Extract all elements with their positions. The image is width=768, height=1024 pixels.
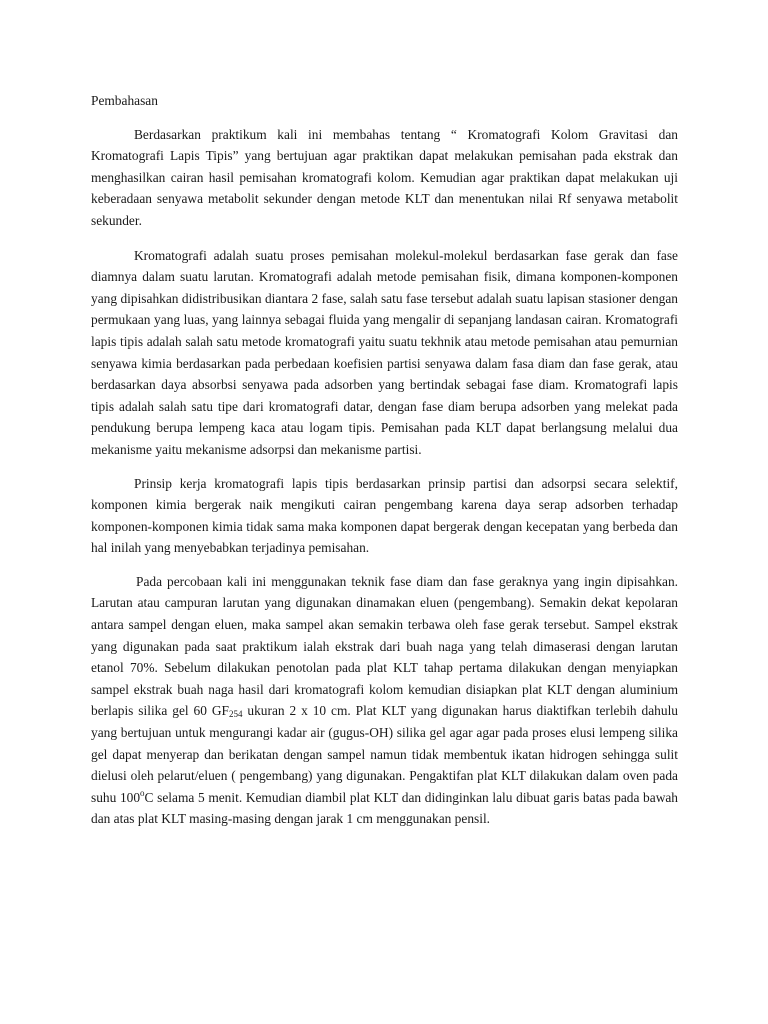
paragraph-4-text-b: ukuran 2 x 10 cm. Plat KLT yang digunakan harus diaktifkan terlebih dahulu yang bertujuan untuk mengurangi kadar air (gugus-OH) silika gel agar agar pada proses elusi lempeng silika gel dapat menyerap dan berikatan dengan sampel namun tidak membentuk ikatan hidrogen sehingga sulit dielusi oleh pelarut/eluen ( pengembang) yang digunakan. Pengaktifan plat KLT dilakukan dalam oven pada suhu 100 [91,703,678,805]
section-heading: Pembahasan [91,93,158,108]
paragraph-2: Kromatografi adalah suatu proses pemisahan molekul-molekul berdasarkan fase gerak dan fase diamnya dalam suatu larutan. Kromatografi adalah metode pemisahan fisik, dimana komponen-komponen yang dipisahkan didistribusikan diantara 2 fase, salah satu fase tersebut adalah suatu lapisan stasioner dengan permukaan yang luas, yang lainnya sebagai fluida yang mengalir di sepanjang landasan cairan. Kromatografi lapis tipis adalah salah satu metode kromatografi yaitu suatu tekhnik atau metode pemisahan atau pemurnian senyawa kimia berdasarkan pada perbedaan koefisien partisi senyawa dalam fasa diam dan fase gerak, atau berdasarkan daya absorbsi senyawa pada adsorben yang bertindak sebagai fase diam. Kromatografi lapis tipis adalah salah satu tipe dari kromatografi datar, dengan fase diam berupa adsorben yang melekat pada pendukung berupa lempeng kaca atau logam tipis. Pemisahan pada KLT dapat berlangsung melalui dua mekanisme yaitu mekanisme adsorpsi dan mekanisme partisi. [91,247,678,457]
paragraph-4-superscript: o [140,787,145,798]
paragraph-1: Berdasarkan praktikum kali ini membahas tentang “ Kromatografi Kolom Gravitasi dan Kromatografi Lapis Tipis” yang bertujuan agar praktikan dapat melakukan pemisahan pada ekstrak dan menghasilkan cairan hasil pemisahan kromatografi kolom. Kemudian agar praktikan dapat melakukan uji keberadaan senyawa metabolit sekunder dengan metode KLT dan menentukan nilai Rf senyawa metabolit sekunder. [91,126,678,228]
paragraph-3: Prinsip kerja kromatografi lapis tipis berdasarkan prinsip partisi dan adsorpsi secara selektif, komponen kimia bergerak naik mengikuti cairan pengembang karena daya serap adsorben terhadap komponen-komponen kimia tidak sama maka komponen dapat bergerak dengan kecepatan yang berbeda dan hal inilah yang menyebabkan terjadinya pemisahan. [91,475,678,556]
paragraph-4-subscript: 254 [228,709,243,720]
paragraph-4 [91,571,678,830]
paragraph-4-text-c: C selama 5 menit. Kemudian diambil plat KLT dan didinginkan lalu dibuat garis batas pada bawah dan atas plat KLT masing-masing dengan jarak 1 cm menggunakan pensil. [91,789,679,827]
paragraph-4-text-a: Pada percobaan kali ini menggunakan teknik fase diam dan fase geraknya yang ingin dipisahkan. Larutan atau campuran larutan yang digunakan dinamakan eluen (pengembang). Semakin dekat kepolaran antara sampel dengan eluen, maka sampel akan semakin terbawa oleh fase gerak tersebut. Sampel ekstrak yang digunakan pada saat praktikum ialah ekstrak dari buah naga yang telah dimaserasi dengan larutan etanol 70%. Sebelum dilakukan penotolan pada plat KLT tahap pertama dilakukan dengan menyiapkan sampel ekstrak buah naga hasil dari kromatografi kolom kemudian disiapkan plat KLT dengan aluminium berlapis silika gel 60 GF [91,573,678,719]
document-body [91,90,678,843]
